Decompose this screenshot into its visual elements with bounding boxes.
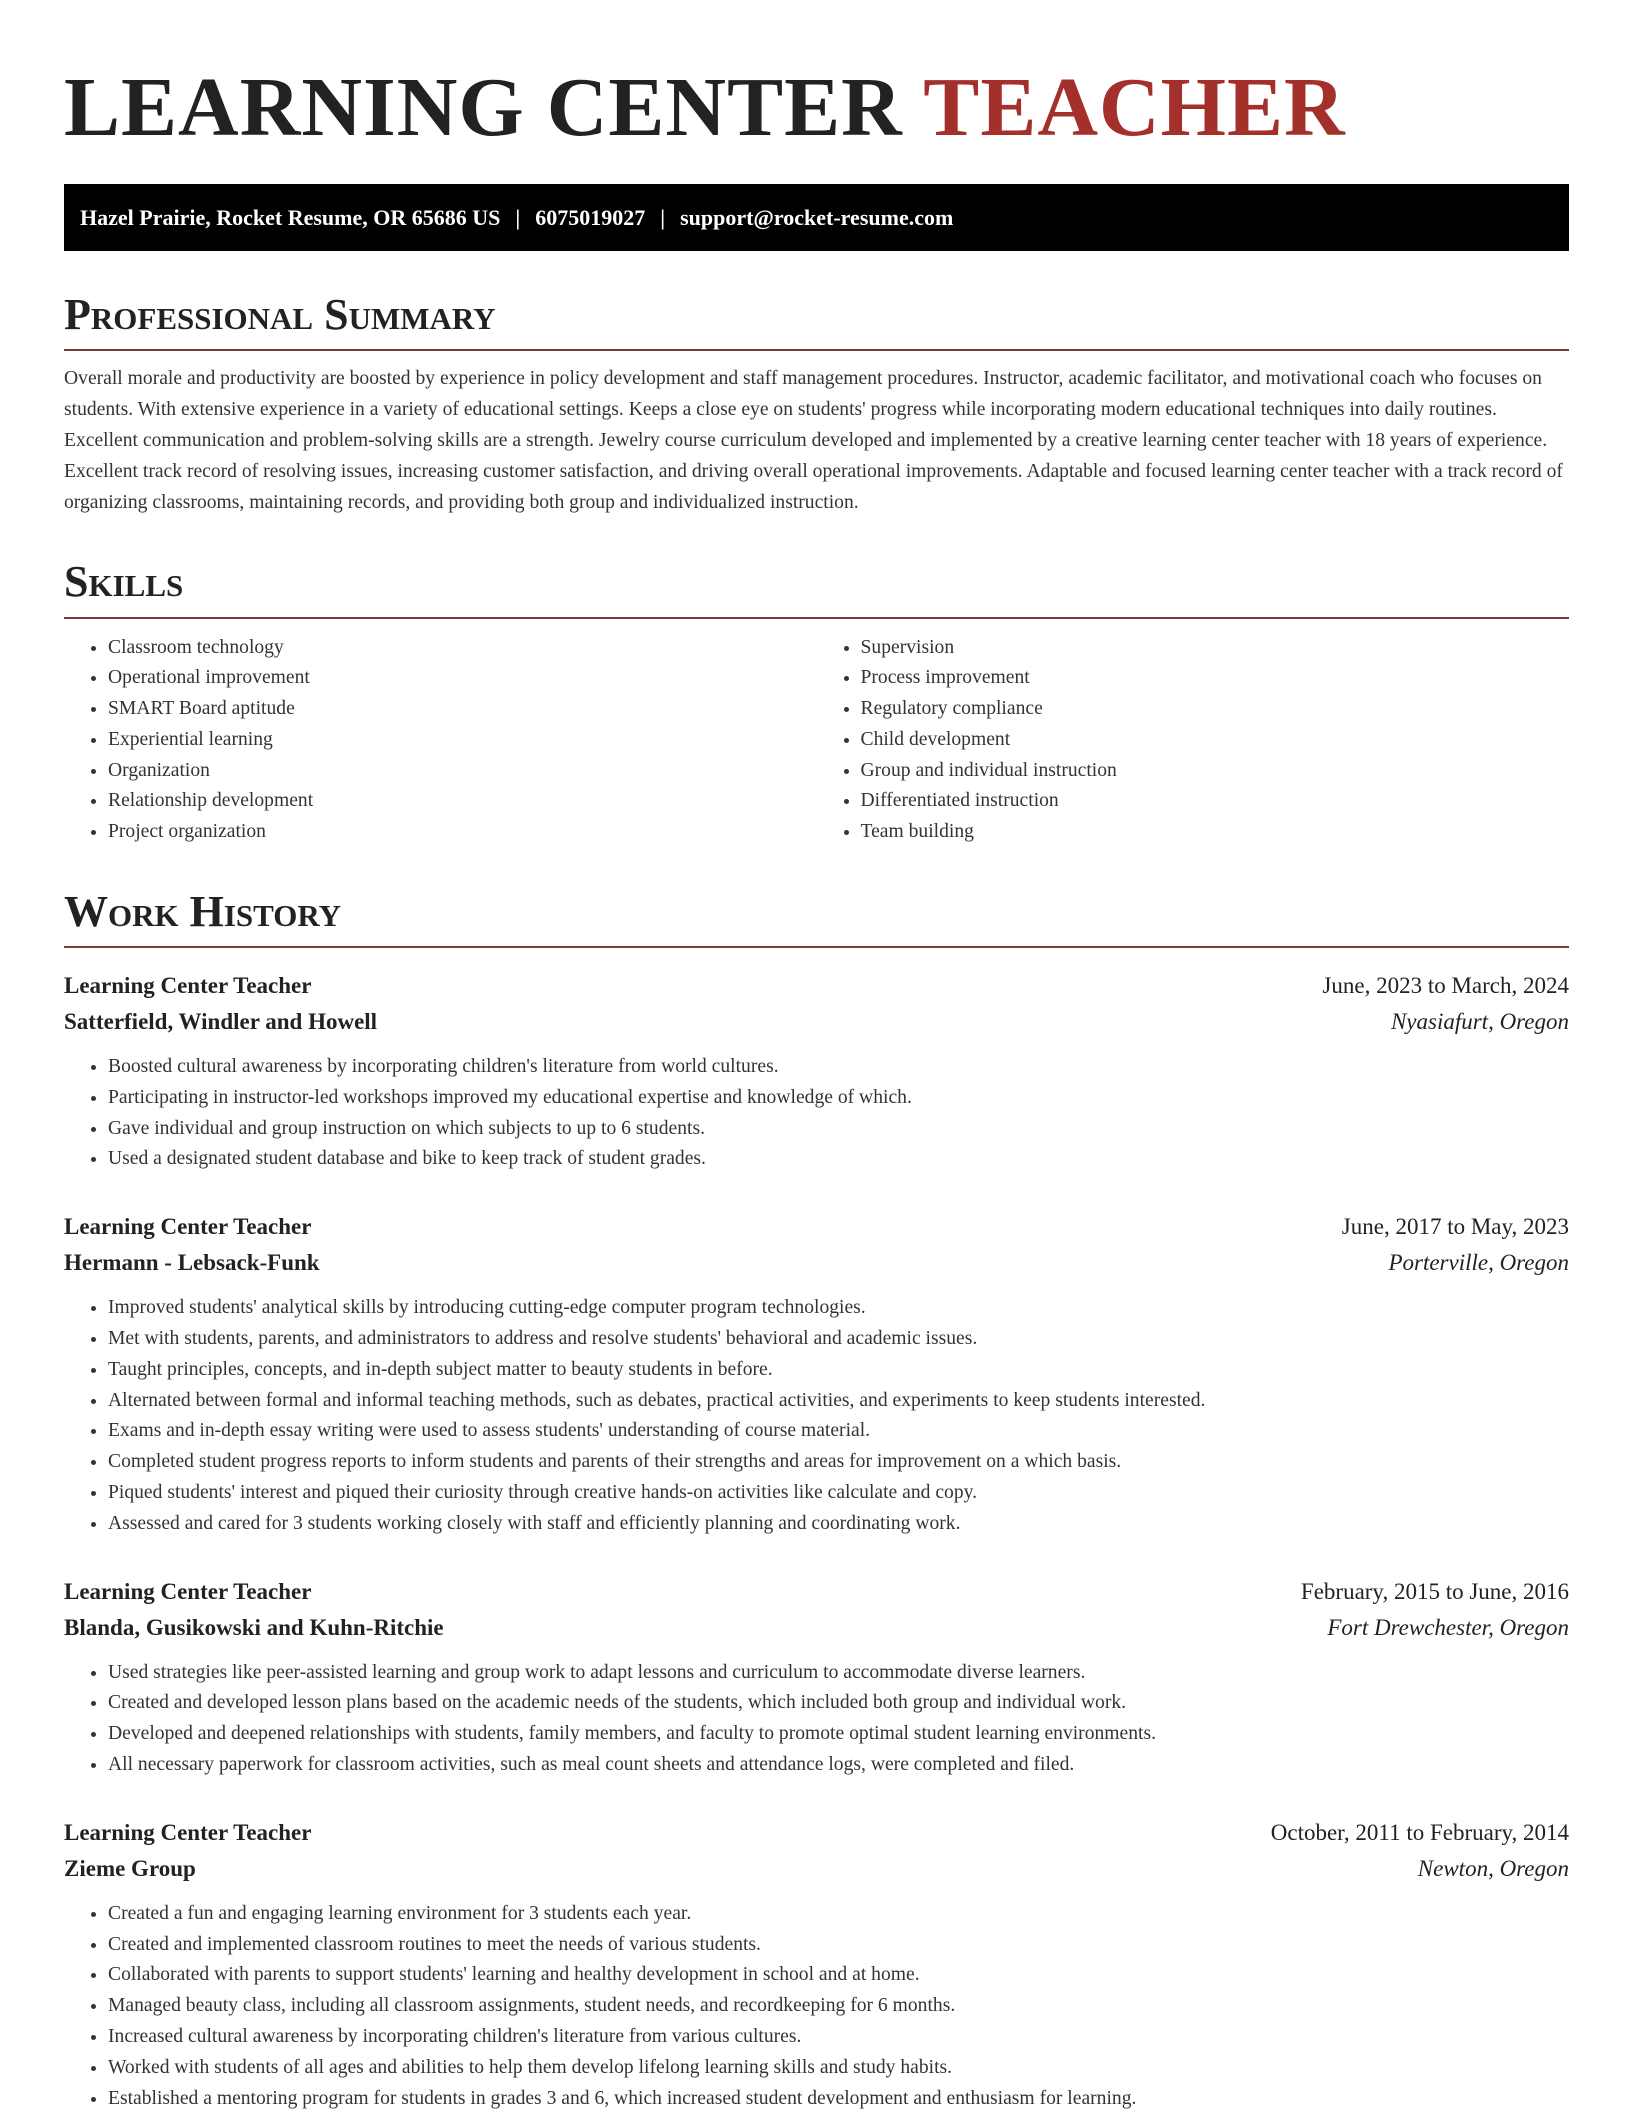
resume-page [64,0,1569,2114]
job-bullet: • Participating in instructor-led workshops improved my educational expertise and knowledge of which. [108,1083,1569,1114]
skill-item: • Organization [108,756,817,787]
contact-bar [64,184,1569,251]
job-header-row [64,1815,1569,1851]
skill-item: • Experiential learning [108,725,817,756]
job-entry [64,1209,1569,1539]
skills-list [64,633,1569,848]
job-bullet: • Used a designated student database and bike to keep track of student grades. [108,1144,1569,1175]
job-title: Learning Center Teacher [64,1819,312,1845]
job-bullets [64,1052,1569,1175]
job-bullet: • All necessary paperwork for classroom activities, such as meal count sheets and attendance logs, were completed and filed. [108,1750,1569,1781]
summary-text: Overall morale and productivity are boosted by experience in policy development and staff management procedures. Instructor, academic facilitator, and motivational coach who focuses on students. With extensive experience in a variety of educational settings. Keeps a close eye on students' progress while incorporating modern educational techniques into daily routines. Excellent communication and problem-solving skills are a strength. Jewelry course curriculum developed and implemented by a creative learning center teacher with 18 years of experience. Excellent track record of resolving issues, increasing customer satisfaction, and driving overall operational improvements. Adaptable and focused learning center teacher with a track record of organizing classrooms, maintaining records, and providing both group and individualized instruction. [64,368,1563,514]
title-main: LEARNING CENTER [64,61,903,154]
job-dates: February, 2015 to June, 2016 [1300,1578,1569,1604]
job-dates: October, 2011 to February, 2014 [1270,1819,1569,1845]
job-bullets [64,1899,1569,2114]
job-bullet: • Collaborated with parents to support students' learning and healthy development in school and at home. [108,1960,1569,1991]
job-company-row [64,1851,1569,1887]
job-title: Learning Center Teacher [64,1578,312,1604]
job-entry [64,1815,1569,2114]
summary-heading: Professional Summary [64,291,1569,351]
job-title: Learning Center Teacher [64,973,312,999]
job-company-row [64,1610,1569,1646]
work-history-heading: Work History [64,888,1569,948]
job-company: Blanda, Gusikowski and Kuhn-Ritchie [64,1614,444,1640]
job-bullet: • Met with students, parents, and administrators to address and resolve students' behavioral and academic issues. [108,1324,1569,1355]
job-bullet: • Assessed and cared for 3 students working closely with staff and efficiently planning and coordinating work. [108,1509,1569,1540]
contact-email: support@rocket-resume.com [680,204,954,230]
job-company-row [64,1004,1569,1040]
job-bullet: • Alternated between formal and informal teaching methods, such as debates, practical activities, and experiments to keep students interested. [108,1386,1569,1417]
job-bullet: • Used strategies like peer-assisted learning and group work to adapt lessons and curriculum to accommodate diverse learners. [108,1658,1569,1689]
job-bullet: • Increased cultural awareness by incorporating children's literature from various cultures. [108,2022,1569,2053]
job-bullet: • Created and implemented classroom routines to meet the needs of various students. [108,1930,1569,1961]
job-header-row [64,1209,1569,1245]
job-bullet: • Created a fun and engaging learning environment for 3 students each year. [108,1899,1569,1930]
skill-item: • Differentiated instruction [861,786,1570,817]
skill-item: • Project organization [108,817,817,848]
job-company-row [64,1245,1569,1281]
contact-phone: 6075019027 [535,204,646,230]
job-entry [64,1574,1569,1781]
skill-item: • Operational improvement [108,663,817,694]
job-bullet: • Exams and in-depth essay writing were used to assess students' understanding of course material. [108,1416,1569,1447]
skill-item: • Process improvement [861,663,1570,694]
job-location: Fort Drewchester, Oregon [1327,1614,1569,1640]
job-bullets [64,1293,1569,1539]
skills-column-left [64,633,817,848]
contact-address: Hazel Prairie, Rocket Resume, OR 65686 US [80,204,501,230]
job-company: Zieme Group [64,1855,196,1881]
job-bullet: • Established a mentoring program for students in grades 3 and 6, which increased student development and enthusiasm for learning. [108,2084,1569,2114]
job-header-row [64,1574,1569,1610]
job-company: Hermann - Lebsack-Funk [64,1250,320,1276]
job-location: Porterville, Oregon [1388,1250,1569,1276]
contact-separator: | [660,204,666,230]
job-bullet: • Boosted cultural awareness by incorporating children's literature from world cultures. [108,1052,1569,1083]
contact-separator: | [515,204,521,230]
job-bullet: • Worked with students of all ages and abilities to help them develop lifelong learning skills and study habits. [108,2053,1569,2084]
skill-item: • Classroom technology [108,633,817,664]
job-location: Nyasiafurt, Oregon [1390,1009,1569,1035]
job-dates: June, 2023 to March, 2024 [1322,973,1569,999]
skill-item: • Supervision [861,633,1570,664]
job-title: Learning Center Teacher [64,1214,312,1240]
job-bullet: • Developed and deepened relationships with students, family members, and faculty to promote optimal student learning environments. [108,1719,1569,1750]
job-entry [64,968,1569,1175]
job-header-row [64,968,1569,1004]
job-bullet: • Created and developed lesson plans based on the academic needs of the students, which included both group and individual work. [108,1688,1569,1719]
job-bullet: • Improved students' analytical skills by introducing cutting-edge computer program technologies. [108,1293,1569,1324]
job-bullet: • Taught principles, concepts, and in-depth subject matter to beauty students in before. [108,1355,1569,1386]
skill-item: • Team building [861,817,1570,848]
skill-item: • SMART Board aptitude [108,694,817,725]
job-location: Newton, Oregon [1417,1855,1569,1881]
job-bullet: • Piqued students' interest and piqued their curiosity through creative hands-on activities like calculate and copy. [108,1478,1569,1509]
skills-column-right [817,633,1570,848]
job-dates: June, 2017 to May, 2023 [1341,1214,1569,1240]
skills-heading: Skills [64,558,1569,618]
resume-title [64,61,1569,154]
skill-item: • Regulatory compliance [861,694,1570,725]
job-bullet: • Completed student progress reports to inform students and parents of their strengths and areas for improvement on a which basis. [108,1447,1569,1478]
skill-item: • Relationship development [108,786,817,817]
skill-item: • Child development [861,725,1570,756]
title-accent: TEACHER [923,61,1346,154]
job-company: Satterfield, Windler and Howell [64,1009,378,1035]
job-bullet: • Gave individual and group instruction on which subjects to up to 6 students. [108,1114,1569,1145]
job-bullet: • Managed beauty class, including all classroom assignments, student needs, and recordkeeping for 6 months. [108,1991,1569,2022]
skill-item: • Group and individual instruction [861,756,1570,787]
job-bullets [64,1658,1569,1781]
